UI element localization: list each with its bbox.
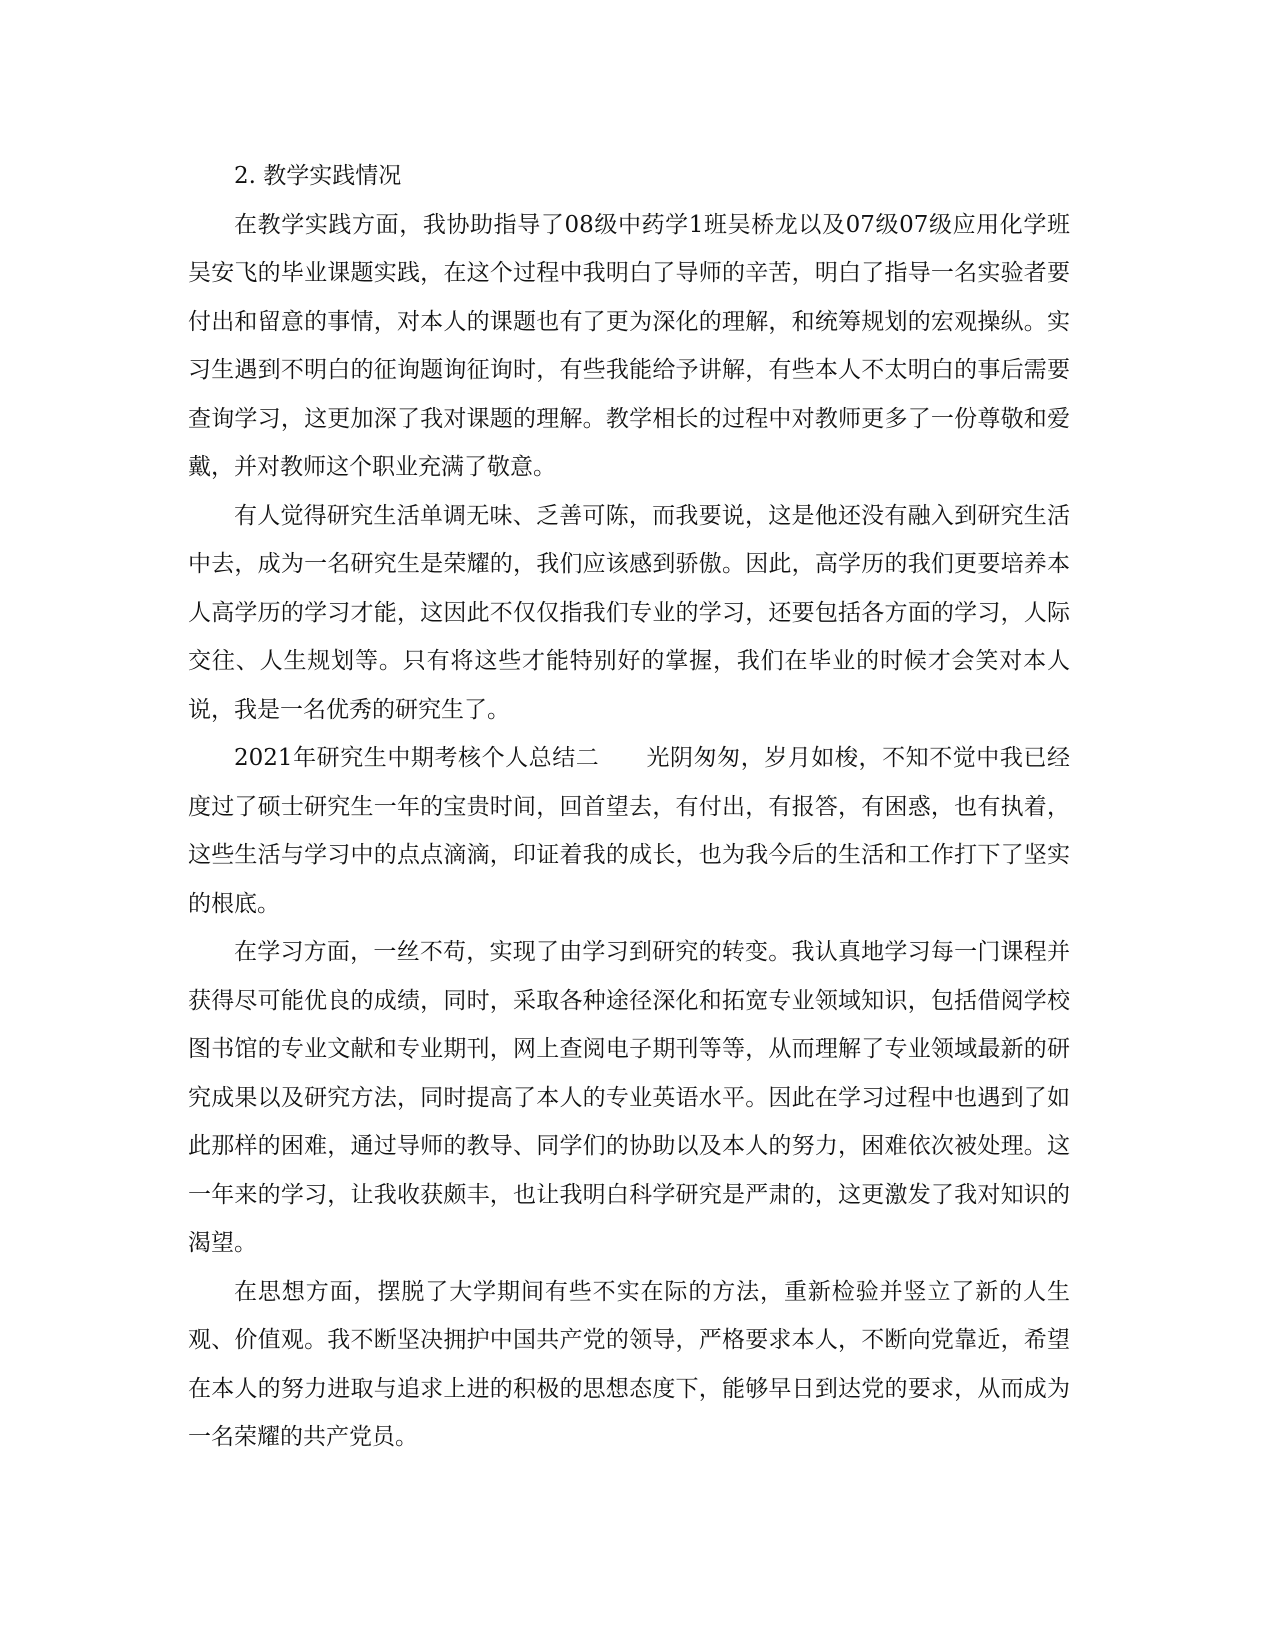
paragraph-ideology: 在思想方面，摆脱了大学期间有些不实在际的方法，重新检验并竖立了新的人生观、价值观。我不断坚决拥护中国共产党的领导，严格要求本人，不断向党靠近，希望在本人的努力进取与追求上进的积极的思想态度下，能够早日到达党的要求，从而成为一名荣耀的共产党员。	[188, 1278, 1070, 1450]
paragraph-teaching-practice: 在教学实践方面，我协助指导了08级中药学1班吴桥龙以及07级07级应用化学班吴安飞的毕业课题实践，在这个过程中我明白了导师的辛苦，明白了指导一名实验者要付出和留意的事情，对本人的课题也有了更为深化的理解，和统筹规划的宏观操纵。实习生遇到不明白的征询题询征询时，有些我能给予讲解，有些本人不太明白的事后需要查询学习，这更加深了我对课题的理解。教学相长的过程中对教师更多了一份尊敬和爱戴，并对教师这个职业充满了敬意。	[188, 211, 1070, 480]
paragraph-summary-two-intro: 2021年研究生中期考核个人总结二 光阴匆匆，岁月如梭，不知不觉中我已经度过了硕士研究生一年的宝贵时间，回首望去，有付出，有报答，有困惑，也有执着，这些生活与学习中的点点滴滴，印证着我的成长，也为我今后的生活和工作打下了坚实的根底。	[188, 745, 1070, 917]
paragraph-study: 在学习方面，一丝不苟，实现了由学习到研究的转变。我认真地学习每一门课程并获得尽可能优良的成绩，同时，采取各种途径深化和拓宽专业领域知识，包括借阅学校图书馆的专业文献和专业期刊，网上查阅电子期刊等等，从而理解了专业领域最新的研究成果以及研究方法，同时提高了本人的专业英语水平。因此在学习过程中也遇到了如此那样的困难，通过导师的教导、同学们的协助以及本人的努力，困难依次被处理。这一年来的学习，让我收获颇丰，也让我明白科学研究是严肃的，这更激发了我对知识的渴望。	[188, 939, 1070, 1256]
section-heading: 2. 教学实践情况	[234, 163, 402, 189]
paragraph-graduate-life: 有人觉得研究生活单调无味、乏善可陈，而我要说，这是他还没有融入到研究生活中去，成为一名研究生是荣耀的，我们应该感到骄傲。因此，高学历的我们更要培养本人高学历的学习才能，这因此不仅仅指我们专业的学习，还要包括各方面的学习，人际交往、人生规划等。只有将这些才能特别好的掌握，我们在毕业的时候才会笑对本人说，我是一名优秀的研究生了。	[188, 502, 1070, 723]
document-body	[188, 152, 1070, 1462]
